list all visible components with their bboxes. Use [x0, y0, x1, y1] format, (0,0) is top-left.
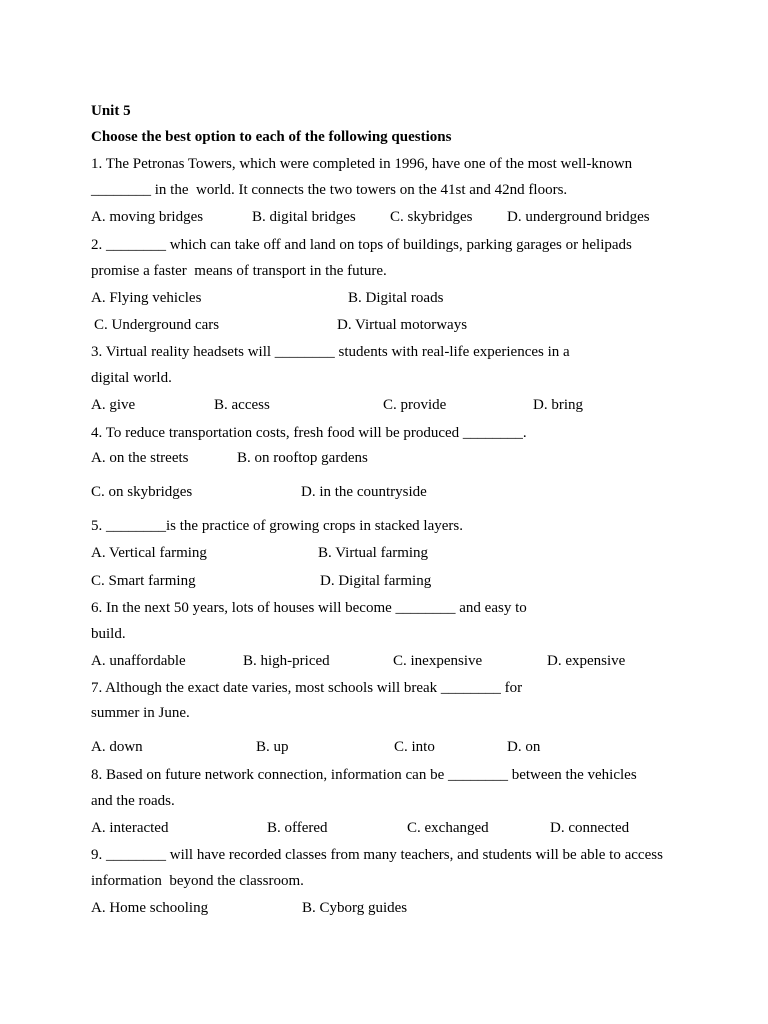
q8-option-a: A. interacted: [91, 820, 169, 836]
question-8-line-1: 8. Based on future network connection, information can be ________ between the vehicles: [91, 767, 637, 783]
question-1-line-1: 1. The Petronas Towers, which were completed in 1996, have one of the most well-known: [91, 156, 633, 172]
q3-option-d: D. bring: [533, 397, 583, 413]
q1-option-d: D. underground bridges: [507, 209, 650, 225]
q6-option-c: C. inexpensive: [393, 653, 483, 669]
question-6-line-2: build.: [91, 626, 126, 642]
question-7-line-1: 7. Although the exact date varies, most schools will break ________ for: [91, 680, 523, 696]
q8-option-b: B. offered: [267, 820, 328, 836]
q1-option-b: B. digital bridges: [252, 209, 356, 225]
question-2-line-2: promise a faster means of transport in the future.: [91, 263, 387, 279]
q4-option-c: C. on skybridges: [91, 484, 193, 500]
q4-option-a: A. on the streets: [91, 450, 189, 466]
question-3-line-1: 3. Virtual reality headsets will ________ students with real-life experiences in a: [91, 344, 570, 360]
q6-option-b: B. high-priced: [243, 653, 330, 669]
q8-option-d: D. connected: [550, 820, 630, 836]
question-5-line-1: 5. ________is the practice of growing crops in stacked layers.: [91, 518, 463, 534]
q2-option-a: A. Flying vehicles: [91, 290, 202, 306]
q7-option-b: B. up: [256, 739, 289, 755]
q4-option-b: B. on rooftop gardens: [237, 450, 368, 466]
q1-option-a: A. moving bridges: [91, 209, 204, 225]
question-6-line-1: 6. In the next 50 years, lots of houses will become ________ and easy to: [91, 600, 527, 616]
q5-option-c: C. Smart farming: [91, 573, 196, 589]
q2-option-c: C. Underground cars: [94, 317, 220, 333]
question-1-line-2: ________ in the world. It connects the two towers on the 41st and 42nd floors.: [91, 182, 568, 198]
question-9-line-1: 9. ________ will have recorded classes from many teachers, and students will be able to access: [91, 847, 663, 863]
q7-option-d: D. on: [507, 739, 541, 755]
question-7-line-2: summer in June.: [91, 705, 190, 721]
instruction: Choose the best option to each of the following questions: [91, 129, 452, 145]
q5-option-d: D. Digital farming: [320, 573, 432, 589]
q5-option-a: A. Vertical farming: [91, 545, 207, 561]
q2-option-b: B. Digital roads: [348, 290, 444, 306]
question-3-line-2: digital world.: [91, 370, 172, 386]
question-4-line-1: 4. To reduce transportation costs, fresh food will be produced ________.: [91, 425, 527, 441]
q3-option-c: C. provide: [383, 397, 447, 413]
q1-option-c: C. skybridges: [390, 209, 473, 225]
question-2-line-1: 2. ________ which can take off and land on tops of buildings, parking garages or helipads: [91, 237, 632, 253]
q6-option-a: A. unaffordable: [91, 653, 186, 669]
q7-option-c: C. into: [394, 739, 435, 755]
unit-title: Unit 5: [91, 103, 131, 119]
q4-option-d: D. in the countryside: [301, 484, 427, 500]
q3-option-a: A. give: [91, 397, 136, 413]
q2-option-d: D. Virtual motorways: [337, 317, 468, 333]
question-8-line-2: and the roads.: [91, 793, 175, 809]
q3-option-b: B. access: [214, 397, 270, 413]
q9-option-a: A. Home schooling: [91, 900, 209, 916]
question-9-line-2: information beyond the classroom.: [91, 873, 304, 889]
q7-option-a: A. down: [91, 739, 143, 755]
q5-option-b: B. Virtual farming: [318, 545, 429, 561]
q9-option-b: B. Cyborg guides: [302, 900, 408, 916]
q6-option-d: D. expensive: [547, 653, 626, 669]
q8-option-c: C. exchanged: [407, 820, 489, 836]
